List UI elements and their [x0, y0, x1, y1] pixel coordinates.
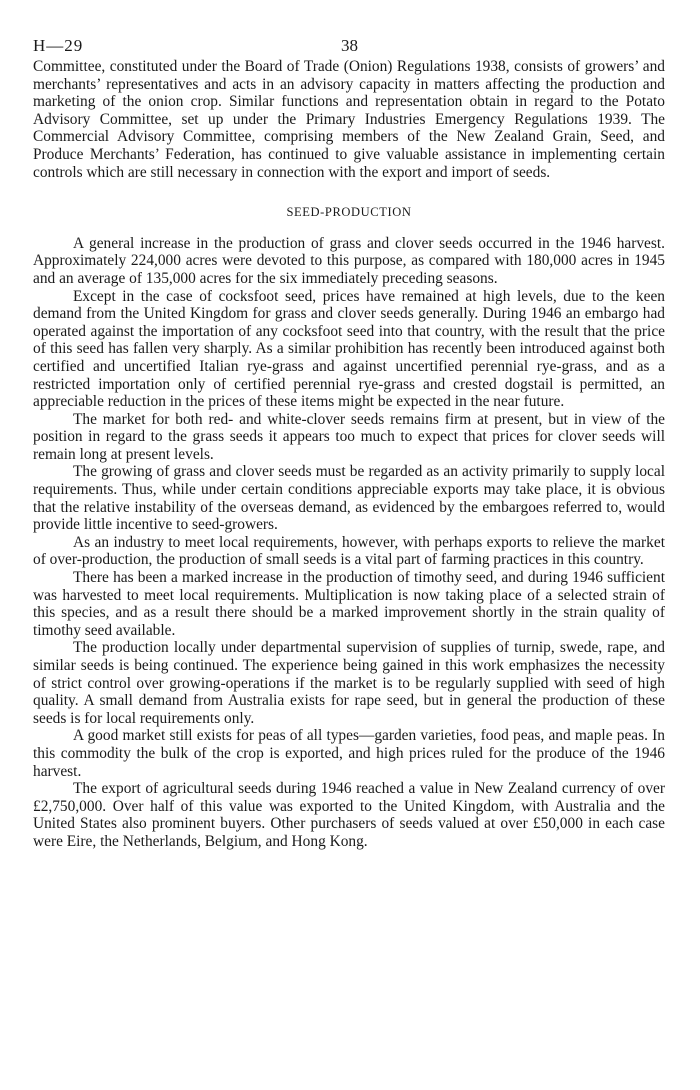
paragraph-general-increase: A general increase in the production of grass and clover seeds occurred in the 1946 harvest. Approximately 224,000 acres were devoted to this purpose, as compared with 180,000 acres in 1945 and an average of 135,000 acres for the six immediately preceding seasons.	[33, 234, 665, 287]
paragraph-clover-market: The market for both red- and white-clover seeds remains firm at present, but in view of the position in regard to the grass seeds it appears too much to expect that prices for clover seeds will remain long at present levels.	[33, 410, 665, 463]
document-page	[33, 28, 665, 851]
paragraph-peas: A good market still exists for peas of all types—garden varieties, food peas, and maple peas. In this commodity the bulk of the crop is exported, and high prices ruled for the produce of the 1946 harvest.	[33, 727, 665, 780]
page-header	[33, 28, 665, 58]
intro-paragraph: Committee, constituted under the Board of Trade (Onion) Regulations 1938, consists of growers’ and merchants’ representatives and acts in an advisory capacity in matters affecting the production and marketing of the onion crop. Similar functions and representation obtain in regard to the Potato Advisory Committee, set up under the Primary Industries Emergency Regulations 1939. The Commercial Advisory Committee, comprising members of the New Zealand Grain, Seed, and Produce Merchants’ Federation, has continued to give valuable assistance in implementing certain controls which are still necessary in connection with the export and import of seeds.	[33, 58, 665, 181]
page-reference: H—29	[33, 36, 84, 55]
paragraph-cocksfoot-prices: Except in the case of cocksfoot seed, prices have remained at high levels, due to the keen demand from the United Kingdom for grass and clover seeds generally. During 1946 an embargo had operated against the importation of any cocksfoot seed into that country, with the result that the price of this seed has fallen very sharply. As a similar prohibition has recently been introduced against both certified and uncertified Italian rye-grass and against uncertified perennial rye-grass, and as a restricted importation only of certified perennial rye-grass and crested dogstail is permitted, an appreciable reduction in the prices of these items might be expected in the near future.	[33, 287, 665, 411]
paragraph-industry: As an industry to meet local requirements, however, with perhaps exports to relieve the market of over-production, the production of small seeds is a vital part of farming practices in this country.	[33, 533, 665, 569]
document-body	[33, 58, 665, 851]
paragraph-local-requirements: The growing of grass and clover seeds must be regarded as an activity primarily to supply local requirements. Thus, while under certain conditions appreciable exports may take place, it is obvious that the relative instability of the overseas demand, as evidenced by the embargoes referred to, would provide little incentive to seed-growers.	[33, 463, 665, 534]
paragraph-exports: The export of agricultural seeds during 1946 reached a value in New Zealand currency of over £2,750,000. Over half of this value was exported to the United Kingdom, with Australia and the United States also prominent buyers. Other purchasers of seeds valued at over £50,000 in each case were Eire, the Netherlands, Belgium, and Hong Kong.	[33, 780, 665, 850]
section-heading: SEED-PRODUCTION	[286, 205, 412, 220]
paragraph-turnip-swede-rape: The production locally under departmental supervision of supplies of turnip, swede, rape, and similar seeds is being continued. The experience being gained in this work emphasizes the necessity of strict control over growing-operations if the market is to be regularly supplied with seed of high quality. A small demand from Australia exists for rape seed, but in general the production of these seeds is for local requirements only.	[33, 639, 665, 727]
paragraph-timothy-seed: There has been a marked increase in the production of timothy seed, and during 1946 sufficient was harvested to meet local requirements. Multiplication is now taking place of a selected strain of this species, and as a result there should be a marked improvement shortly in the strain quality of timothy seed available.	[33, 569, 665, 639]
page-number: 38	[341, 36, 358, 55]
